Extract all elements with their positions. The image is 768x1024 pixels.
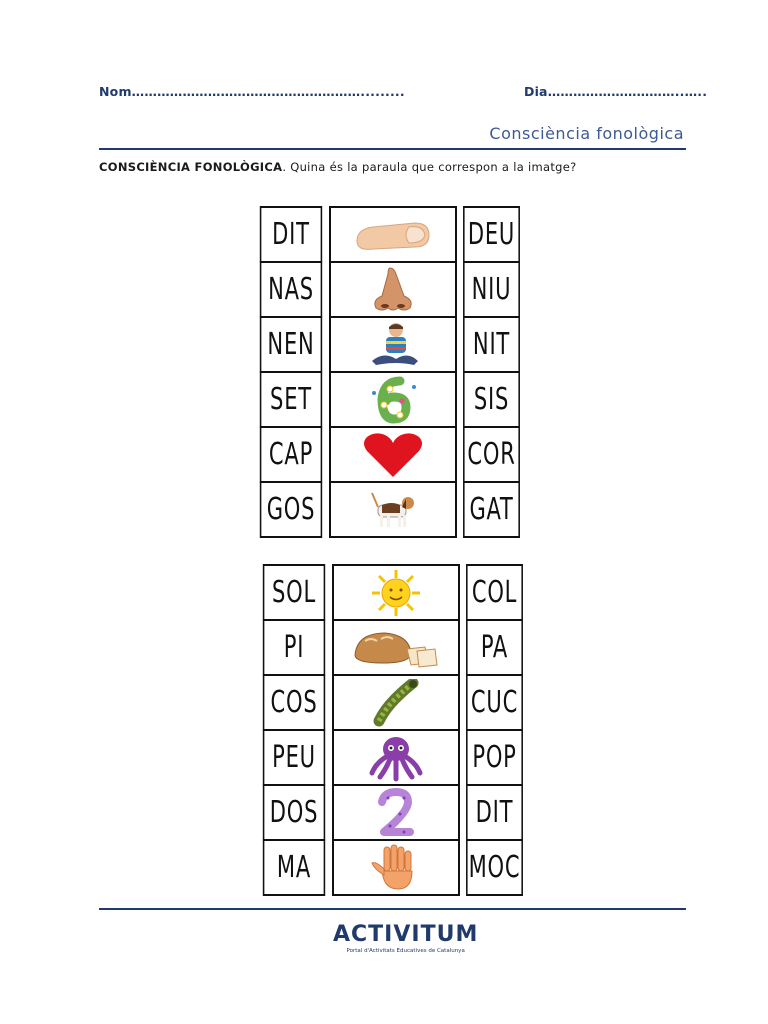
- logo-wordmark: ACTIVITUM: [333, 922, 479, 947]
- footer-divider: [99, 908, 686, 910]
- word-option-left[interactable]: DOS: [263, 784, 325, 841]
- instruction: [99, 160, 577, 174]
- word-option-right[interactable]: PA: [466, 619, 523, 676]
- grid-row: [251, 261, 530, 316]
- grid-row: [254, 674, 530, 729]
- heart-icon: [329, 426, 457, 483]
- instruction-text: . Quina és la paraula que correspon a la imatge?: [282, 160, 577, 174]
- grid-row: [251, 481, 530, 536]
- word-option-left[interactable]: PEU: [263, 729, 325, 786]
- word-option-right[interactable]: COR: [463, 426, 520, 483]
- word-option-left[interactable]: DIT: [260, 206, 322, 263]
- grid-row: [254, 619, 530, 674]
- finger-icon: [329, 206, 457, 263]
- word-option-right[interactable]: COL: [466, 564, 523, 621]
- word-option-right[interactable]: GAT: [463, 481, 520, 538]
- date-field-line: Dia…………………………..…..: [524, 84, 708, 99]
- word-option-left[interactable]: PI: [263, 619, 325, 676]
- number-six-flowers-icon: [329, 371, 457, 428]
- boy-icon: [329, 316, 457, 373]
- grid-row: [251, 206, 530, 261]
- word-option-right[interactable]: MOC: [466, 839, 523, 896]
- activitum-logo: [333, 922, 478, 954]
- word-option-right[interactable]: CUC: [466, 674, 523, 731]
- word-option-left[interactable]: SOL: [263, 564, 325, 621]
- word-grid-1: [251, 206, 530, 536]
- word-option-left[interactable]: NEN: [260, 316, 322, 373]
- word-option-left[interactable]: COS: [263, 674, 325, 731]
- grid-row: [251, 426, 530, 481]
- nose-icon: [329, 261, 457, 318]
- name-field-line: Nom……………………………………………….........: [99, 84, 405, 99]
- subject-title: Consciència fonològica: [489, 124, 684, 143]
- octopus-icon: [332, 729, 460, 786]
- caterpillar-icon: [332, 674, 460, 731]
- word-option-right[interactable]: NIT: [463, 316, 520, 373]
- hand-icon: [332, 839, 460, 896]
- header-divider: [99, 148, 686, 150]
- word-option-left[interactable]: CAP: [260, 426, 322, 483]
- word-option-right[interactable]: POP: [466, 729, 523, 786]
- sun-icon: [332, 564, 460, 621]
- grid-row: [254, 729, 530, 784]
- word-option-left[interactable]: NAS: [260, 261, 322, 318]
- logo-tagline: Portal d'Activitats Educatives de Catalunya: [346, 948, 465, 954]
- grid-row: [251, 316, 530, 371]
- bread-icon: [332, 619, 460, 676]
- word-option-left[interactable]: GOS: [260, 481, 322, 538]
- word-grid-2: [254, 564, 530, 894]
- word-option-right[interactable]: DEU: [463, 206, 520, 263]
- number-two-flowers-icon: [332, 784, 460, 841]
- word-option-right[interactable]: DIT: [466, 784, 523, 841]
- grid-row: [254, 784, 530, 839]
- word-option-left[interactable]: MA: [263, 839, 325, 896]
- dog-icon: [329, 481, 457, 538]
- grid-row: [254, 839, 530, 894]
- word-option-right[interactable]: SIS: [463, 371, 520, 428]
- word-option-left[interactable]: SET: [260, 371, 322, 428]
- grid-row: [251, 371, 530, 426]
- instruction-heading: CONSCIÈNCIA FONOLÒGICA: [99, 160, 283, 174]
- grid-row: [254, 564, 530, 619]
- word-option-right[interactable]: NIU: [463, 261, 520, 318]
